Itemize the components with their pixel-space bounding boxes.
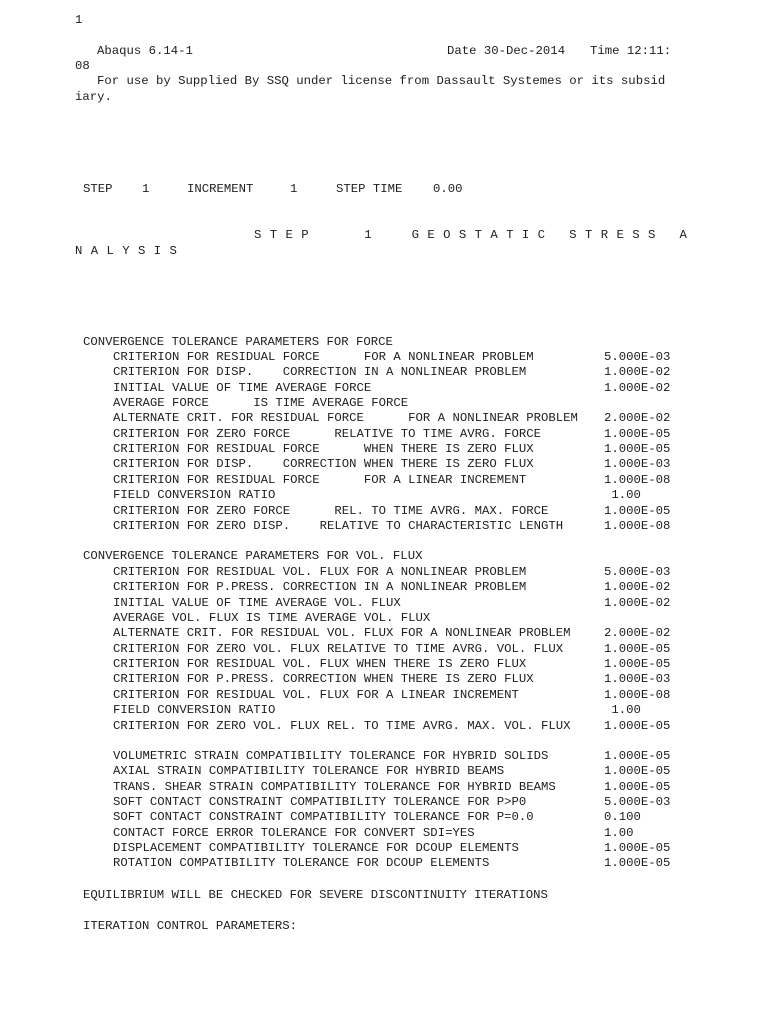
parameter-label: CRITERION FOR ZERO DISP. RELATIVE TO CHARACTERISTIC LENGTH xyxy=(113,518,564,533)
parameter-value: 1.000E-08 xyxy=(604,472,671,487)
parameter-value: 5.000E-03 xyxy=(604,350,671,364)
parameter-label: CRITERION FOR RESIDUAL VOL. FLUX FOR A LINEAR INCREMENT xyxy=(113,687,519,702)
parameter-value: 2.000E-02 xyxy=(604,411,671,426)
parameter-label: TRANS. SHEAR STRAIN COMPATIBILITY TOLERANCE FOR HYBRID BEAMS xyxy=(113,779,556,794)
parameter-value: 1.00 xyxy=(604,703,641,718)
parameter-label: SOFT CONTACT CONSTRAINT COMPATIBILITY TOLERANCE FOR P=0.0 xyxy=(113,810,534,825)
parameter-label: CRITERION FOR ZERO FORCE REL. TO TIME AVRG. MAX. FORCE xyxy=(113,503,549,518)
parameter-value: 1.000E-02 xyxy=(604,580,671,595)
parameter-value: 0.100 xyxy=(604,810,641,825)
parameter-value: 1.000E-05 xyxy=(604,764,671,779)
step-title-line-2: N A L Y S I S xyxy=(75,244,178,258)
parameter-label: CRITERION FOR DISP. CORRECTION WHEN THERE IS ZERO FLUX xyxy=(113,457,534,472)
flux-section-heading: CONVERGENCE TOLERANCE PARAMETERS FOR VOL. FLUX xyxy=(83,549,423,563)
parameter-label: CRITERION FOR ZERO FORCE RELATIVE TO TIME AVRG. FORCE xyxy=(113,426,542,441)
step-label: STEP xyxy=(83,182,113,196)
parameter-label: CONTACT FORCE ERROR TOLERANCE FOR CONVERT SDI=YES xyxy=(113,825,475,840)
parameter-value: 1.00 xyxy=(604,825,634,840)
parameter-value: 1.000E-02 xyxy=(604,365,671,380)
parameter-label: CRITERION FOR RESIDUAL FORCE WHEN THERE IS ZERO FLUX xyxy=(113,442,534,457)
force-section-heading: CONVERGENCE TOLERANCE PARAMETERS FOR FORCE xyxy=(83,335,393,349)
parameter-value: 1.000E-05 xyxy=(604,641,671,656)
parameter-label: CRITERION FOR ZERO VOL. FLUX RELATIVE TO TIME AVRG. VOL. FLUX xyxy=(113,641,564,656)
parameter-label: INITIAL VALUE OF TIME AVERAGE FORCE xyxy=(113,380,372,395)
parameter-value: 1.000E-03 xyxy=(604,457,671,472)
parameter-value: 1.000E-05 xyxy=(604,442,671,457)
step-time-value: 0.00 xyxy=(433,182,463,196)
parameter-label: SOFT CONTACT CONSTRAINT COMPATIBILITY TOLERANCE FOR P>P0 xyxy=(113,795,527,810)
parameter-label: AVERAGE FORCE IS TIME AVERAGE FORCE xyxy=(113,396,409,411)
parameter-value: 1.000E-05 xyxy=(604,779,671,794)
step-time-label: STEP TIME xyxy=(336,182,403,196)
report-time: Time 12:11: xyxy=(590,44,672,58)
parameter-value: 1.000E-05 xyxy=(604,841,671,856)
license-line-2: iary. xyxy=(75,90,112,104)
parameter-value: 1.000E-02 xyxy=(604,595,671,610)
parameter-label: CRITERION FOR P.PRESS. CORRECTION WHEN THERE IS ZERO FLUX xyxy=(113,672,534,687)
parameter-label: FIELD CONVERSION RATIO xyxy=(113,488,276,503)
parameter-label: CRITERION FOR DISP. CORRECTION IN A NONLINEAR PROBLEM xyxy=(113,365,527,380)
parameter-label: AVERAGE VOL. FLUX IS TIME AVERAGE VOL. FLUX xyxy=(113,611,431,626)
parameter-value: 5.000E-03 xyxy=(604,565,671,579)
parameter-value: 1.000E-08 xyxy=(604,687,671,702)
parameter-value: 1.00 xyxy=(604,488,641,503)
parameter-label: CRITERION FOR RESIDUAL FORCE FOR A LINEAR INCREMENT xyxy=(113,472,527,487)
parameter-label: AXIAL STRAIN COMPATIBILITY TOLERANCE FOR HYBRID BEAMS xyxy=(113,764,505,779)
parameter-label: INITIAL VALUE OF TIME AVERAGE VOL. FLUX xyxy=(113,595,401,610)
report-date: Date 30-Dec-2014 xyxy=(447,44,566,58)
parameter-value: 1.000E-05 xyxy=(604,503,671,518)
license-line-1: For use by Supplied By SSQ under license from Dassault Systemes or its subsid xyxy=(97,74,666,88)
parameter-value: 1.000E-05 xyxy=(604,856,671,871)
parameter-value: 1.000E-03 xyxy=(604,672,671,687)
increment-value: 1 xyxy=(290,182,298,196)
parameter-label: CRITERION FOR ZERO VOL. FLUX REL. TO TIME AVRG. MAX. VOL. FLUX xyxy=(113,718,571,733)
parameter-value: 2.000E-02 xyxy=(604,626,671,641)
parameter-value: 5.000E-03 xyxy=(604,795,671,810)
product-version: Abaqus 6.14-1 xyxy=(97,44,193,58)
page-number: 1 xyxy=(75,13,83,27)
parameter-value: 1.000E-05 xyxy=(604,718,671,733)
parameter-label: DISPLACEMENT COMPATIBILITY TOLERANCE FOR DCOUP ELEMENTS xyxy=(113,841,519,856)
parameter-label: ALTERNATE CRIT. FOR RESIDUAL VOL. FLUX FOR A NONLINEAR PROBLEM xyxy=(113,626,571,641)
parameter-label: ROTATION COMPATIBILITY TOLERANCE FOR DCOUP ELEMENTS xyxy=(113,856,490,871)
parameter-label: CRITERION FOR RESIDUAL FORCE FOR A NONLINEAR PROBLEM xyxy=(113,350,534,364)
parameter-label: CRITERION FOR RESIDUAL VOL. FLUX WHEN THERE IS ZERO FLUX xyxy=(113,657,527,672)
parameter-label: FIELD CONVERSION RATIO xyxy=(113,703,276,718)
equilibrium-note: EQUILIBRIUM WILL BE CHECKED FOR SEVERE DISCONTINUITY ITERATIONS xyxy=(83,888,548,902)
parameter-value: 1.000E-05 xyxy=(604,426,671,441)
step-title-line-1: S T E P 1 G E O S T A T I C S T R E S S A xyxy=(254,228,688,242)
parameter-value: 1.000E-05 xyxy=(604,657,671,672)
parameter-label: CRITERION FOR RESIDUAL VOL. FLUX FOR A NONLINEAR PROBLEM xyxy=(113,565,527,579)
step-value: 1 xyxy=(142,182,150,196)
parameter-label: CRITERION FOR P.PRESS. CORRECTION IN A NONLINEAR PROBLEM xyxy=(113,580,527,595)
parameter-label: ALTERNATE CRIT. FOR RESIDUAL FORCE FOR A NONLINEAR PROBLEM xyxy=(113,411,578,426)
report-time-wrap: 08 xyxy=(75,59,90,73)
increment-label: INCREMENT xyxy=(187,182,254,196)
parameter-value: 1.000E-02 xyxy=(604,380,671,395)
iteration-control-heading: ITERATION CONTROL PARAMETERS: xyxy=(83,919,298,933)
parameter-value: 1.000E-05 xyxy=(604,749,671,763)
parameter-label: VOLUMETRIC STRAIN COMPATIBILITY TOLERANCE FOR HYBRID SOLIDS xyxy=(113,749,549,763)
parameter-value: 1.000E-08 xyxy=(604,518,671,533)
